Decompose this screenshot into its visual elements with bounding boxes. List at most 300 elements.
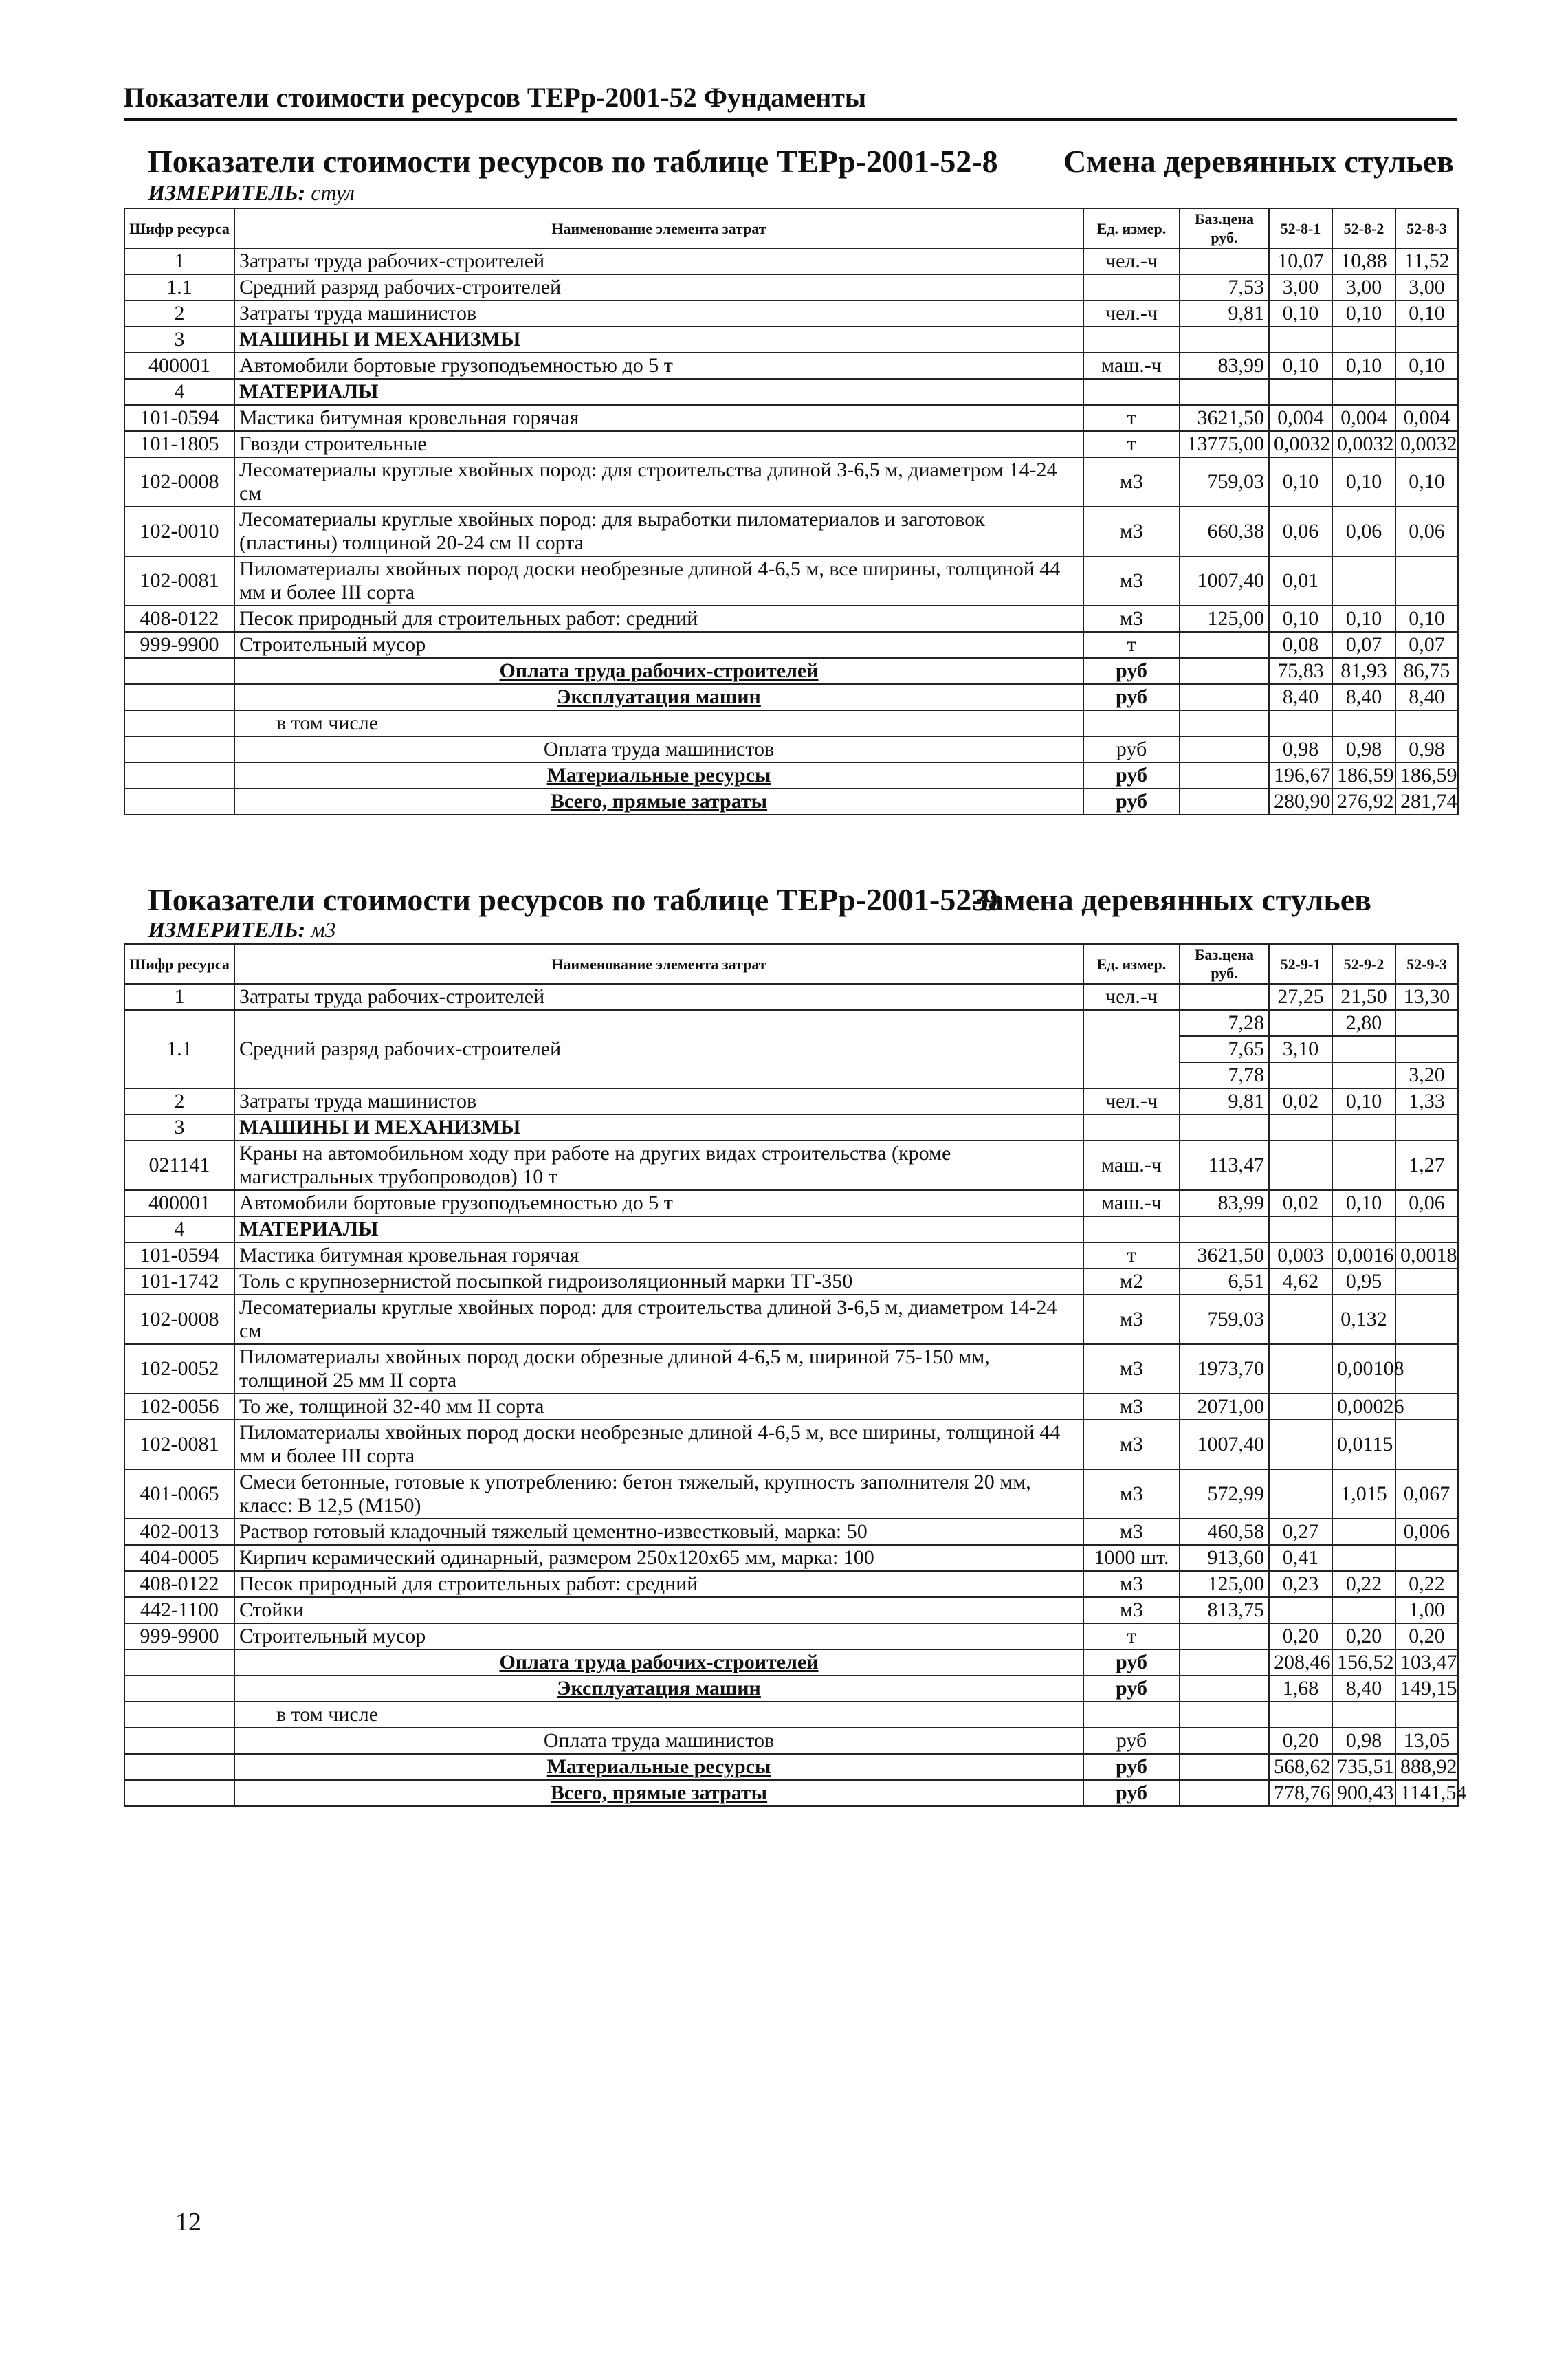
summary-price <box>1180 658 1269 684</box>
table-row <box>124 1242 1458 1269</box>
summary-price <box>1180 1649 1269 1676</box>
resource-unit: т <box>1083 1242 1180 1269</box>
resource-price <box>1180 379 1269 405</box>
resource-value <box>1269 1062 1332 1088</box>
resource-name: Толь с крупнозернистой посыпкой гидроизоляционный марки ТГ-350 <box>234 1269 1083 1295</box>
resource-price <box>1180 327 1269 353</box>
resource-value: 1,27 <box>1395 1141 1458 1190</box>
resource-price: 125,00 <box>1180 606 1269 632</box>
table-row <box>124 984 1458 1010</box>
summary-unit: руб <box>1083 1649 1180 1676</box>
summary-name: Оплата труда машинистов <box>234 1728 1083 1754</box>
summary-value: 1,68 <box>1269 1676 1332 1702</box>
resource-value: 13,30 <box>1395 984 1458 1010</box>
resource-value: 1,33 <box>1395 1088 1458 1114</box>
resource-value: 0,0115 <box>1332 1420 1395 1469</box>
resource-name: Средний разряд рабочих-строителей <box>234 1010 1083 1088</box>
resource-price: 759,03 <box>1180 457 1269 507</box>
resource-value: 0,02 <box>1269 1190 1332 1216</box>
resource-value <box>1269 1295 1332 1344</box>
table-row <box>124 1545 1458 1571</box>
header-name: Наименование элемента затрат <box>234 208 1083 248</box>
resource-code: 101-0594 <box>124 405 234 431</box>
resource-name: Пиломатериалы хвойных пород доски необрезные длиной 4-6,5 м, все ширины, толщиной 44 мм и более III сорта <box>234 556 1083 606</box>
summary-unit: руб <box>1083 684 1180 710</box>
summary-code <box>124 1754 234 1780</box>
resource-value <box>1332 1114 1395 1141</box>
resource-name: Строительный мусор <box>234 632 1083 658</box>
resource-value <box>1395 1010 1458 1036</box>
header-row <box>124 208 1458 248</box>
resource-price <box>1180 984 1269 1010</box>
resource-name: То же, толщиной 32-40 мм II сорта <box>234 1394 1083 1420</box>
resource-value: 0,06 <box>1269 507 1332 556</box>
summary-unit: руб <box>1083 658 1180 684</box>
resource-value <box>1269 1010 1332 1036</box>
resource-value: 0,10 <box>1269 353 1332 379</box>
summary-name: в том числе <box>234 1702 1083 1728</box>
resource-value: 2,80 <box>1332 1010 1395 1036</box>
summary-unit <box>1083 1702 1180 1728</box>
resource-unit: т <box>1083 431 1180 457</box>
summary-value: 8,40 <box>1269 684 1332 710</box>
table1-measure <box>148 180 355 206</box>
resource-code: 4 <box>124 1216 234 1242</box>
resource-name: МАТЕРИАЛЫ <box>234 379 1083 405</box>
resource-code: 400001 <box>124 1190 234 1216</box>
resource-code: 404-0005 <box>124 1545 234 1571</box>
resource-value <box>1395 379 1458 405</box>
header-code: Шифр ресурса <box>124 208 234 248</box>
resource-name: Строительный мусор <box>234 1623 1083 1649</box>
table-row <box>124 1571 1458 1597</box>
summary-price <box>1180 1676 1269 1702</box>
resource-unit: чел.-ч <box>1083 1088 1180 1114</box>
resource-code: 102-0056 <box>124 1394 234 1420</box>
resource-unit: м3 <box>1083 1571 1180 1597</box>
resource-code: 408-0122 <box>124 606 234 632</box>
summary-code <box>124 1649 234 1676</box>
header-row <box>124 944 1458 984</box>
summary-value <box>1269 710 1332 736</box>
resource-value: 0,004 <box>1269 405 1332 431</box>
resource-value <box>1332 327 1395 353</box>
header-unit: Ед. измер. <box>1083 944 1180 984</box>
resource-name: Гвозди строительные <box>234 431 1083 457</box>
resource-unit: м3 <box>1083 1394 1180 1420</box>
table-row <box>124 1114 1458 1141</box>
summary-row <box>124 684 1458 710</box>
resource-price: 3621,50 <box>1180 405 1269 431</box>
table-row <box>124 1295 1458 1344</box>
summary-value: 13,05 <box>1395 1728 1458 1754</box>
resource-value: 0,22 <box>1332 1571 1395 1597</box>
summary-price <box>1180 736 1269 762</box>
table-row <box>124 632 1458 658</box>
resource-value: 1,015 <box>1332 1469 1395 1519</box>
summary-name: Материальные ресурсы <box>234 1754 1083 1780</box>
table-row <box>124 1010 1458 1036</box>
table-row <box>124 1216 1458 1242</box>
resource-value <box>1395 1269 1458 1295</box>
resource-unit: чел.-ч <box>1083 248 1180 274</box>
resource-value: 0,00026 <box>1332 1394 1395 1420</box>
resource-value: 0,006 <box>1395 1519 1458 1545</box>
resource-unit: м3 <box>1083 1597 1180 1623</box>
header-code: Шифр ресурса <box>124 944 234 984</box>
summary-price <box>1180 789 1269 815</box>
resource-table-1 <box>124 208 1459 815</box>
resource-name: Песок природный для строительных работ: средний <box>234 1571 1083 1597</box>
resource-value: 0,10 <box>1269 457 1332 507</box>
table-row <box>124 1394 1458 1420</box>
table1-measure-label: ИЗМЕРИТЕЛЬ: <box>148 180 306 205</box>
table-row <box>124 457 1458 507</box>
resource-unit <box>1083 1114 1180 1141</box>
resource-unit: т <box>1083 632 1180 658</box>
summary-name: Материальные ресурсы <box>234 762 1083 789</box>
resource-value <box>1269 1597 1332 1623</box>
summary-price <box>1180 1780 1269 1806</box>
resource-code: 999-9900 <box>124 1623 234 1649</box>
page-number: 12 <box>175 2208 201 2237</box>
summary-value: 778,76 <box>1269 1780 1332 1806</box>
resource-value <box>1332 1036 1395 1062</box>
resource-price: 13775,00 <box>1180 431 1269 457</box>
page-header: Показатели стоимости ресурсов ТЕРр-2001-52 Фундаменты <box>124 81 1457 121</box>
resource-code: 102-0010 <box>124 507 234 556</box>
resource-value <box>1395 1394 1458 1420</box>
resource-value: 0,06 <box>1395 1190 1458 1216</box>
summary-name: Оплата труда рабочих-строителей <box>234 1649 1083 1676</box>
resource-value <box>1395 556 1458 606</box>
resource-code: 1 <box>124 248 234 274</box>
resource-value <box>1395 1114 1458 1141</box>
summary-value: 186,59 <box>1332 762 1395 789</box>
resource-price: 1007,40 <box>1180 556 1269 606</box>
table-row <box>124 1269 1458 1295</box>
resource-name: Раствор готовый кладочный тяжелый цементно-известковый, марка: 50 <box>234 1519 1083 1545</box>
resource-unit: м2 <box>1083 1269 1180 1295</box>
summary-unit: руб <box>1083 762 1180 789</box>
summary-price <box>1180 762 1269 789</box>
resource-value <box>1332 1545 1395 1571</box>
resource-value: 21,50 <box>1332 984 1395 1010</box>
resource-value: 0,08 <box>1269 632 1332 658</box>
resource-code: 1 <box>124 984 234 1010</box>
summary-row <box>124 1649 1458 1676</box>
summary-value: 8,40 <box>1395 684 1458 710</box>
table-row <box>124 300 1458 327</box>
resource-value <box>1269 1216 1332 1242</box>
resource-unit <box>1083 379 1180 405</box>
resource-unit: м3 <box>1083 1344 1180 1394</box>
resource-value: 0,067 <box>1395 1469 1458 1519</box>
summary-value: 81,93 <box>1332 658 1395 684</box>
summary-price <box>1180 1754 1269 1780</box>
summary-name: Всего, прямые затраты <box>234 1780 1083 1806</box>
resource-value <box>1332 1519 1395 1545</box>
resource-value: 0,06 <box>1395 507 1458 556</box>
summary-value: 208,46 <box>1269 1649 1332 1676</box>
summary-value: 8,40 <box>1332 684 1395 710</box>
summary-name: Эксплуатация машин <box>234 684 1083 710</box>
resource-code: 2 <box>124 1088 234 1114</box>
table-row <box>124 405 1458 431</box>
table-row <box>124 507 1458 556</box>
resource-value: 0,06 <box>1332 507 1395 556</box>
resource-code: 400001 <box>124 353 234 379</box>
summary-code <box>124 1702 234 1728</box>
resource-value <box>1269 327 1332 353</box>
resource-name: Мастика битумная кровельная горячая <box>234 1242 1083 1269</box>
resource-code: 1.1 <box>124 274 234 300</box>
summary-unit: руб <box>1083 789 1180 815</box>
resource-unit: м3 <box>1083 556 1180 606</box>
resource-value <box>1332 379 1395 405</box>
table-row <box>124 1469 1458 1519</box>
resource-unit: маш.-ч <box>1083 353 1180 379</box>
summary-unit: руб <box>1083 1676 1180 1702</box>
resource-table-2 <box>124 943 1467 1807</box>
resource-value <box>1332 1062 1395 1088</box>
header-col-52-9-3: 52-9-3 <box>1395 944 1458 984</box>
summary-value: 0,98 <box>1332 736 1395 762</box>
resource-value: 3,00 <box>1395 274 1458 300</box>
resource-unit: м3 <box>1083 1469 1180 1519</box>
resource-name: Затраты труда машинистов <box>234 1088 1083 1114</box>
table-row <box>124 1141 1458 1190</box>
resource-code: 408-0122 <box>124 1571 234 1597</box>
resource-value: 0,23 <box>1269 1571 1332 1597</box>
resource-name: Лесоматериалы круглые хвойных пород: для строительства длиной 3-6,5 м, диаметром 14-24 см <box>234 457 1083 507</box>
table-row <box>124 1190 1458 1216</box>
resource-name: Затраты труда рабочих-строителей <box>234 248 1083 274</box>
resource-value: 0,10 <box>1332 606 1395 632</box>
table2-heading <box>148 881 1454 923</box>
summary-name: в том числе <box>234 710 1083 736</box>
resource-name: МАШИНЫ И МЕХАНИЗМЫ <box>234 1114 1083 1141</box>
resource-unit: т <box>1083 1623 1180 1649</box>
resource-value: 0,10 <box>1395 606 1458 632</box>
resource-unit: м3 <box>1083 507 1180 556</box>
resource-value: 10,07 <box>1269 248 1332 274</box>
resource-value <box>1269 1469 1332 1519</box>
table-row <box>124 1344 1458 1394</box>
table2-title: Показатели стоимости ресурсов по таблице ТЕРр-2001-52-9 <box>148 882 998 917</box>
resource-price: 9,81 <box>1180 300 1269 327</box>
summary-value: 568,62 <box>1269 1754 1332 1780</box>
summary-price <box>1180 1702 1269 1728</box>
resource-code: 102-0008 <box>124 457 234 507</box>
summary-unit: руб <box>1083 1754 1180 1780</box>
summary-row <box>124 1728 1458 1754</box>
resource-value: 0,10 <box>1332 1088 1395 1114</box>
summary-value: 156,52 <box>1332 1649 1395 1676</box>
resource-name: Автомобили бортовые грузоподъемностью до 5 т <box>234 353 1083 379</box>
resource-value <box>1395 1344 1458 1394</box>
resource-name: Лесоматериалы круглые хвойных пород: для строительства длиной 3-6,5 м, диаметром 14-24 см <box>234 1295 1083 1344</box>
resource-price: 7,65 <box>1180 1036 1269 1062</box>
table2-measure <box>148 917 336 943</box>
summary-value <box>1395 1702 1458 1728</box>
summary-value: 86,75 <box>1395 658 1458 684</box>
resource-value: 0,0016 <box>1332 1242 1395 1269</box>
resource-unit: м3 <box>1083 1295 1180 1344</box>
resource-value: 0,41 <box>1269 1545 1332 1571</box>
resource-price: 913,60 <box>1180 1545 1269 1571</box>
summary-value: 103,47 <box>1395 1649 1458 1676</box>
header-col-52-9-2: 52-9-2 <box>1332 944 1395 984</box>
resource-name: Затраты труда рабочих-строителей <box>234 984 1083 1010</box>
summary-code <box>124 1780 234 1806</box>
resource-name: Мастика битумная кровельная горячая <box>234 405 1083 431</box>
resource-value: 0,0032 <box>1395 431 1458 457</box>
resource-value: 3,00 <box>1332 274 1395 300</box>
resource-value: 0,10 <box>1332 1190 1395 1216</box>
resource-price: 6,51 <box>1180 1269 1269 1295</box>
summary-code <box>124 789 234 815</box>
summary-value: 281,74 <box>1395 789 1458 815</box>
summary-value: 0,20 <box>1269 1728 1332 1754</box>
summary-value: 888,92 <box>1395 1754 1458 1780</box>
resource-price <box>1180 1216 1269 1242</box>
resource-name: МАТЕРИАЛЫ <box>234 1216 1083 1242</box>
resource-code: 102-0081 <box>124 556 234 606</box>
resource-unit: маш.-ч <box>1083 1141 1180 1190</box>
table-row <box>124 556 1458 606</box>
resource-code: 442-1100 <box>124 1597 234 1623</box>
table1-subtitle: Смена деревянных стульев <box>1063 144 1454 179</box>
resource-code: 101-0594 <box>124 1242 234 1269</box>
resource-name: Краны на автомобильном ходу при работе на других видах строительства (кроме магистральных трубопроводов) 10 т <box>234 1141 1083 1190</box>
resource-price: 125,00 <box>1180 1571 1269 1597</box>
table-row <box>124 431 1458 457</box>
summary-code <box>124 710 234 736</box>
resource-value: 0,10 <box>1332 353 1395 379</box>
resource-code: 101-1742 <box>124 1269 234 1295</box>
resource-price: 113,47 <box>1180 1141 1269 1190</box>
resource-value: 0,07 <box>1332 632 1395 658</box>
resource-value: 0,004 <box>1332 405 1395 431</box>
table1-measure-value: стул <box>311 180 355 205</box>
summary-row <box>124 710 1458 736</box>
header-price: Баз.цена руб. <box>1180 944 1269 984</box>
resource-value: 10,88 <box>1332 248 1395 274</box>
resource-code: 101-1805 <box>124 431 234 457</box>
summary-code <box>124 762 234 789</box>
table2-measure-label: ИЗМЕРИТЕЛЬ: <box>148 917 306 942</box>
summary-code <box>124 1676 234 1702</box>
summary-price <box>1180 1728 1269 1754</box>
resource-name: Автомобили бортовые грузоподъемностью до 5 т <box>234 1190 1083 1216</box>
resource-name: Пиломатериалы хвойных пород доски обрезные длиной 4-6,5 м, шириной 75-150 мм, толщиной 25 мм II сорта <box>234 1344 1083 1394</box>
resource-value <box>1269 379 1332 405</box>
resource-value: 0,20 <box>1269 1623 1332 1649</box>
table-row <box>124 1597 1458 1623</box>
resource-unit: чел.-ч <box>1083 984 1180 1010</box>
resource-code: 102-0052 <box>124 1344 234 1394</box>
table-row <box>124 379 1458 405</box>
resource-value: 27,25 <box>1269 984 1332 1010</box>
summary-value <box>1332 710 1395 736</box>
resource-unit: м3 <box>1083 606 1180 632</box>
summary-value: 0,98 <box>1269 736 1332 762</box>
resource-unit <box>1083 1010 1180 1088</box>
resource-value: 3,20 <box>1395 1062 1458 1088</box>
summary-value: 280,90 <box>1269 789 1332 815</box>
summary-value <box>1269 1702 1332 1728</box>
table-row <box>124 1420 1458 1469</box>
resource-code: 3 <box>124 1114 234 1141</box>
resource-price: 7,28 <box>1180 1010 1269 1036</box>
resource-value <box>1395 1216 1458 1242</box>
resource-unit: чел.-ч <box>1083 300 1180 327</box>
table-row <box>124 248 1458 274</box>
resource-price: 460,58 <box>1180 1519 1269 1545</box>
resource-price <box>1180 1114 1269 1141</box>
summary-value: 186,59 <box>1395 762 1458 789</box>
header-name: Наименование элемента затрат <box>234 944 1083 984</box>
resource-unit <box>1083 274 1180 300</box>
resource-value: 0,004 <box>1395 405 1458 431</box>
summary-unit: руб <box>1083 736 1180 762</box>
table-row <box>124 606 1458 632</box>
resource-unit: м3 <box>1083 1519 1180 1545</box>
resource-name: Затраты труда машинистов <box>234 300 1083 327</box>
summary-row <box>124 762 1458 789</box>
summary-value: 8,40 <box>1332 1676 1395 1702</box>
summary-price <box>1180 684 1269 710</box>
resource-price: 83,99 <box>1180 353 1269 379</box>
resource-price: 9,81 <box>1180 1088 1269 1114</box>
resource-price: 2071,00 <box>1180 1394 1269 1420</box>
table-row <box>124 353 1458 379</box>
resource-price: 3621,50 <box>1180 1242 1269 1269</box>
resource-value <box>1332 556 1395 606</box>
resource-value: 0,003 <box>1269 1242 1332 1269</box>
summary-name: Эксплуатация машин <box>234 1676 1083 1702</box>
summary-code <box>124 684 234 710</box>
resource-value: 0,20 <box>1332 1623 1395 1649</box>
resource-value: 1,00 <box>1395 1597 1458 1623</box>
resource-value: 0,10 <box>1395 457 1458 507</box>
resource-value: 0,07 <box>1395 632 1458 658</box>
resource-value: 0,10 <box>1332 300 1395 327</box>
resource-price: 813,75 <box>1180 1597 1269 1623</box>
resource-value <box>1395 327 1458 353</box>
resource-value <box>1395 1295 1458 1344</box>
summary-value: 149,15 <box>1395 1676 1458 1702</box>
table-row <box>124 274 1458 300</box>
resource-code: 999-9900 <box>124 632 234 658</box>
table-row <box>124 1088 1458 1114</box>
resource-value: 0,132 <box>1332 1295 1395 1344</box>
summary-name: Оплата труда рабочих-строителей <box>234 658 1083 684</box>
resource-name: Смеси бетонные, готовые к употреблению: бетон тяжелый, крупность заполнителя 20 мм, класс: В 12,5 (М150) <box>234 1469 1083 1519</box>
summary-code <box>124 658 234 684</box>
resource-code: 102-0008 <box>124 1295 234 1344</box>
resource-name: Кирпич керамический одинарный, размером 250х120х65 мм, марка: 100 <box>234 1545 1083 1571</box>
resource-value: 0,22 <box>1395 1571 1458 1597</box>
resource-unit: м3 <box>1083 457 1180 507</box>
resource-value: 0,10 <box>1395 353 1458 379</box>
summary-value: 276,92 <box>1332 789 1395 815</box>
resource-code: 3 <box>124 327 234 353</box>
resource-value <box>1332 1597 1395 1623</box>
resource-value: 3,10 <box>1269 1036 1332 1062</box>
resource-price: 1007,40 <box>1180 1420 1269 1469</box>
